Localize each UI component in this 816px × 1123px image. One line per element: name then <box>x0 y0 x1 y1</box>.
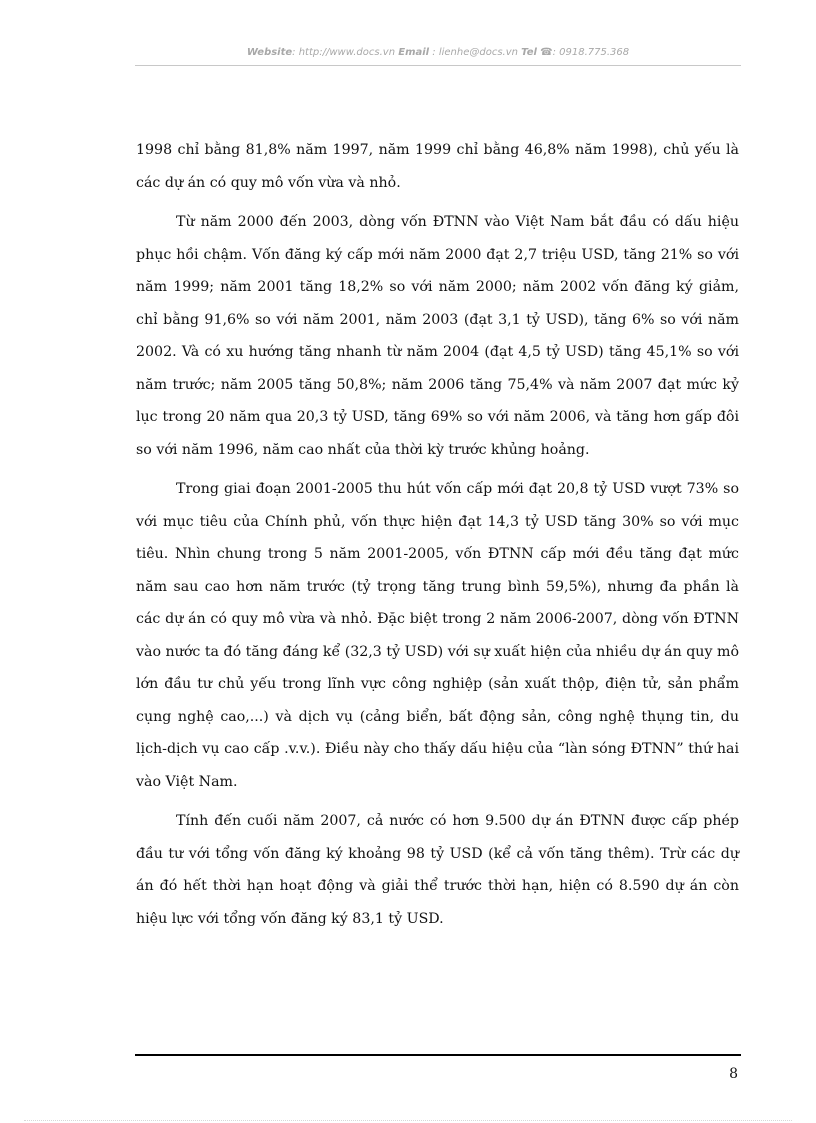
website-label: Website <box>246 47 293 58</box>
paragraph: Tính đến cuối năm 2007, cả nước có hơn 9.500 dự án ĐTNN được cấp phép đầu tư với tổng vốn đăng ký khoảng 98 tỷ USD (kể cả vốn tăng thêm). Trừ các dự án đó hết thời hạn hoạt động và giải thể trước thời hạn, hiện có 8.590 dự án còn hiệu lực với tổng vốn đăng ký 83,1 tỷ USD. <box>136 813 739 927</box>
paragraph-continuation: 1998 chỉ bằng 81,8% năm 1997, năm 1999 chỉ bằng 46,8% năm 1998), chủ yếu là các dự án có quy mô vốn vừa và nhỏ. <box>136 142 739 191</box>
page-bottom-border <box>24 1120 792 1121</box>
page-header <box>135 47 741 58</box>
website-value: : http://www.docs.vn <box>292 47 396 58</box>
email-value: : lienhe@docs.vn <box>432 47 518 58</box>
paragraph: Trong giai đoạn 2001-2005 thu hút vốn cấp mới đạt 20,8 tỷ USD vượt 73% so với mục tiêu của Chính phủ, vốn thực hiện đạt 14,3 tỷ USD tăng 30% so với mục tiêu. Nhìn chung trong 5 năm 2001-2005, vốn ĐTNN cấp mới đều tăng đạt mức năm sau cao hơn năm trước (tỷ trọng tăng trung bình 59,5%), nhưng đa phần là các dự án có quy mô vừa và nhỏ. Đặc biệt trong 2 năm 2006-2007, dòng vốn ĐTNN vào nước ta đó tăng đáng kể (32,3 tỷ USD) với sự xuất hiện của nhiều dự án quy mô lớn đầu tư chủ yếu trong lĩnh vực công nghiệp (sản xuất thộp, điện tử, sản phẩm cụng nghệ cao,...) và dịch vụ (cảng biển, bất động sản, công nghệ thụng tin, du lịch-dịch vụ cao cấp .v.v.). Điều này cho thấy dấu hiệu của “làn sóng ĐTNN” thứ hai vào Việt Nam. <box>136 481 739 790</box>
header-divider <box>135 65 741 66</box>
email-label: Email <box>398 47 430 58</box>
phone-icon: ☎ <box>540 47 553 58</box>
tel-value: : 0918.775.368 <box>552 47 630 58</box>
footer-divider <box>135 1054 741 1056</box>
page-number: 8 <box>729 1066 738 1082</box>
tel-label: Tel <box>521 47 537 58</box>
document-body <box>136 134 739 942</box>
paragraph: Từ năm 2000 đến 2003, dòng vốn ĐTNN vào Việt Nam bắt đầu có dấu hiệu phục hồi chậm. Vốn đăng ký cấp mới năm 2000 đạt 2,7 triệu USD, tăng 21% so với năm 1999; năm 2001 tăng 18,2% so với năm 2000; năm 2002 vốn đăng ký giảm, chỉ bằng 91,6% so với năm 2001, năm 2003 (đạt 3,1 tỷ USD), tăng 6% so với năm 2002. Và có xu hướng tăng nhanh từ năm 2004 (đạt 4,5 tỷ USD) tăng 45,1% so với năm trước; năm 2005 tăng 50,8%; năm 2006 tăng 75,4% và năm 2007 đạt mức kỷ lục trong 20 năm qua 20,3 tỷ USD, tăng 69% so với năm 2006, và tăng hơn gấp đôi so với năm 1996, năm cao nhất của thời kỳ trước khủng hoảng. <box>136 214 739 458</box>
